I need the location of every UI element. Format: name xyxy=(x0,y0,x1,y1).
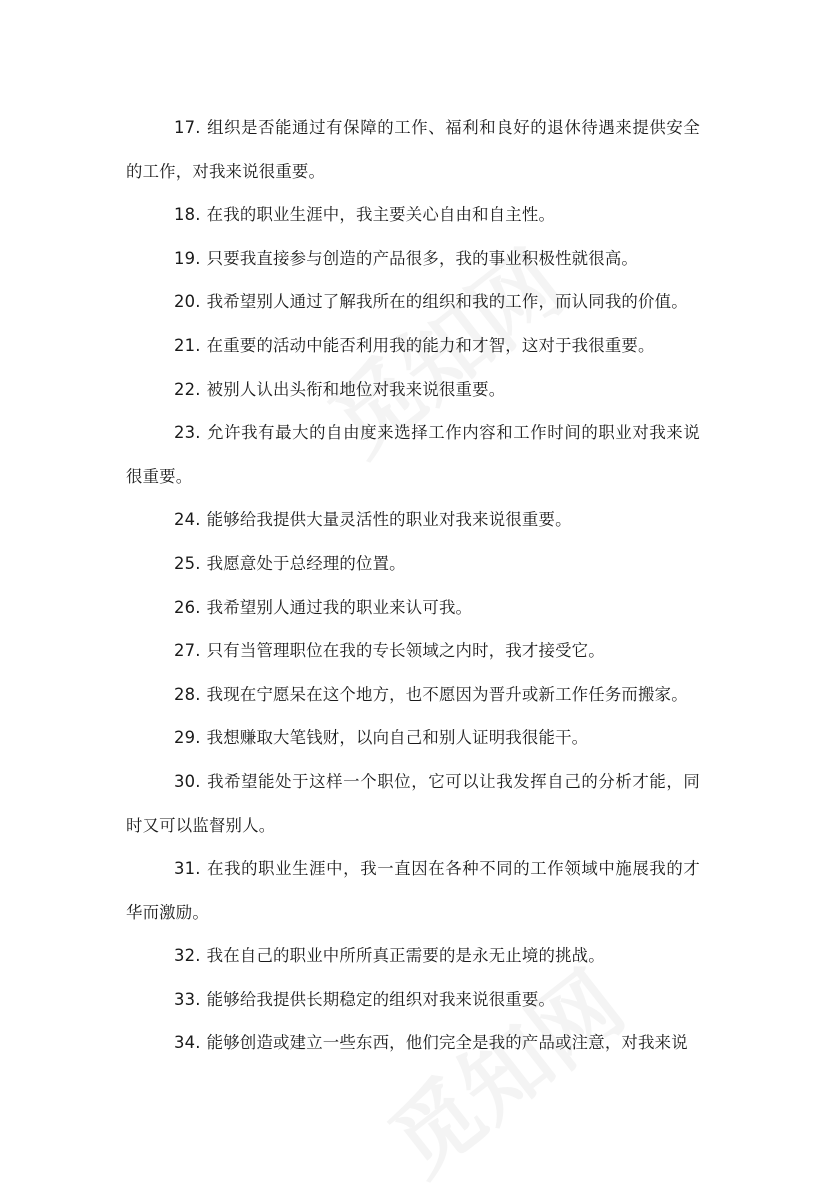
item-number: 20. xyxy=(174,292,201,312)
item-text: 我现在宁愿呆在这个地方，也不愿因为晋升或新工作任务而搬家。 xyxy=(206,684,688,704)
item-text: 我希望别人通过了解我所在的组织和我的工作，而认同我的价值。 xyxy=(206,292,688,312)
item-text: 能够给我提供长期稳定的组织对我来说很重要。 xyxy=(206,989,556,1009)
item-number: 27. xyxy=(174,641,201,661)
item-number: 19. xyxy=(174,248,201,268)
item-text: 在我的职业生涯中，我主要关心自由和自主性。 xyxy=(206,205,556,225)
list-item xyxy=(126,1021,700,1065)
list-item xyxy=(126,934,700,978)
item-number: 21. xyxy=(174,335,201,355)
item-text: 我愿意处于总经理的位置。 xyxy=(206,553,406,573)
item-number: 34. xyxy=(174,1033,201,1053)
item-text: 在我的职业生涯中，我一直因在各种不同的工作领域中施展我的才华而激励。 xyxy=(126,859,700,922)
item-number: 28. xyxy=(174,684,201,704)
list-item xyxy=(126,978,700,1022)
list-item xyxy=(126,411,700,498)
item-number: 24. xyxy=(174,510,201,530)
item-number: 18. xyxy=(174,205,201,225)
item-text: 能够给我提供大量灵活性的职业对我来说很重要。 xyxy=(206,510,572,530)
item-number: 17. xyxy=(174,118,201,137)
list-item xyxy=(126,542,700,586)
list-item xyxy=(126,586,700,630)
item-text: 只有当管理职位在我的专长领域之内时，我才接受它。 xyxy=(206,641,605,661)
item-number: 29. xyxy=(174,728,201,748)
item-number: 33. xyxy=(174,989,201,1009)
item-number: 32. xyxy=(174,946,201,966)
item-text: 能够创造或建立一些东西，他们完全是我的产品或注意，对我来说 xyxy=(206,1033,688,1053)
item-number: 30. xyxy=(174,771,201,791)
list-item xyxy=(126,716,700,760)
list-item xyxy=(126,368,700,412)
item-text: 被别人认出头衔和地位对我来说很重要。 xyxy=(206,379,506,399)
item-text: 组织是否能通过有保障的工作、福利和良好的退休待遇来提供安全的工作，对我来说很重要。 xyxy=(126,118,700,181)
list-item xyxy=(126,498,700,542)
list-item xyxy=(126,280,700,324)
list-item xyxy=(126,106,700,193)
item-text: 允许我有最大的自由度来选择工作内容和工作时间的职业对我来说很重要。 xyxy=(126,423,700,486)
item-number: 25. xyxy=(174,553,201,573)
item-text: 我希望别人通过我的职业来认可我。 xyxy=(206,597,473,617)
item-text: 我希望能处于这样一个职位，它可以让我发挥自己的分析才能，同时又可以监督别人。 xyxy=(126,771,700,835)
item-number: 23. xyxy=(174,423,201,443)
item-text: 在重要的活动中能否利用我的能力和才智，这对于我很重要。 xyxy=(206,335,655,355)
item-number: 31. xyxy=(174,859,201,879)
item-text: 只要我直接参与创造的产品很多，我的事业积极性就很高。 xyxy=(206,248,639,268)
item-number: 22. xyxy=(174,379,201,399)
list-item xyxy=(126,324,700,368)
list-item xyxy=(126,760,700,847)
item-text: 我在自己的职业中所所真正需要的是永无止境的挑战。 xyxy=(206,946,605,966)
list-item xyxy=(126,673,700,717)
list-item xyxy=(126,847,700,934)
questionnaire-list xyxy=(126,106,700,1065)
list-item xyxy=(126,629,700,673)
item-number: 26. xyxy=(174,597,201,617)
list-item xyxy=(126,237,700,281)
list-item xyxy=(126,193,700,237)
item-text: 我想赚取大笔钱财，以向自己和别人证明我很能干。 xyxy=(206,728,589,748)
